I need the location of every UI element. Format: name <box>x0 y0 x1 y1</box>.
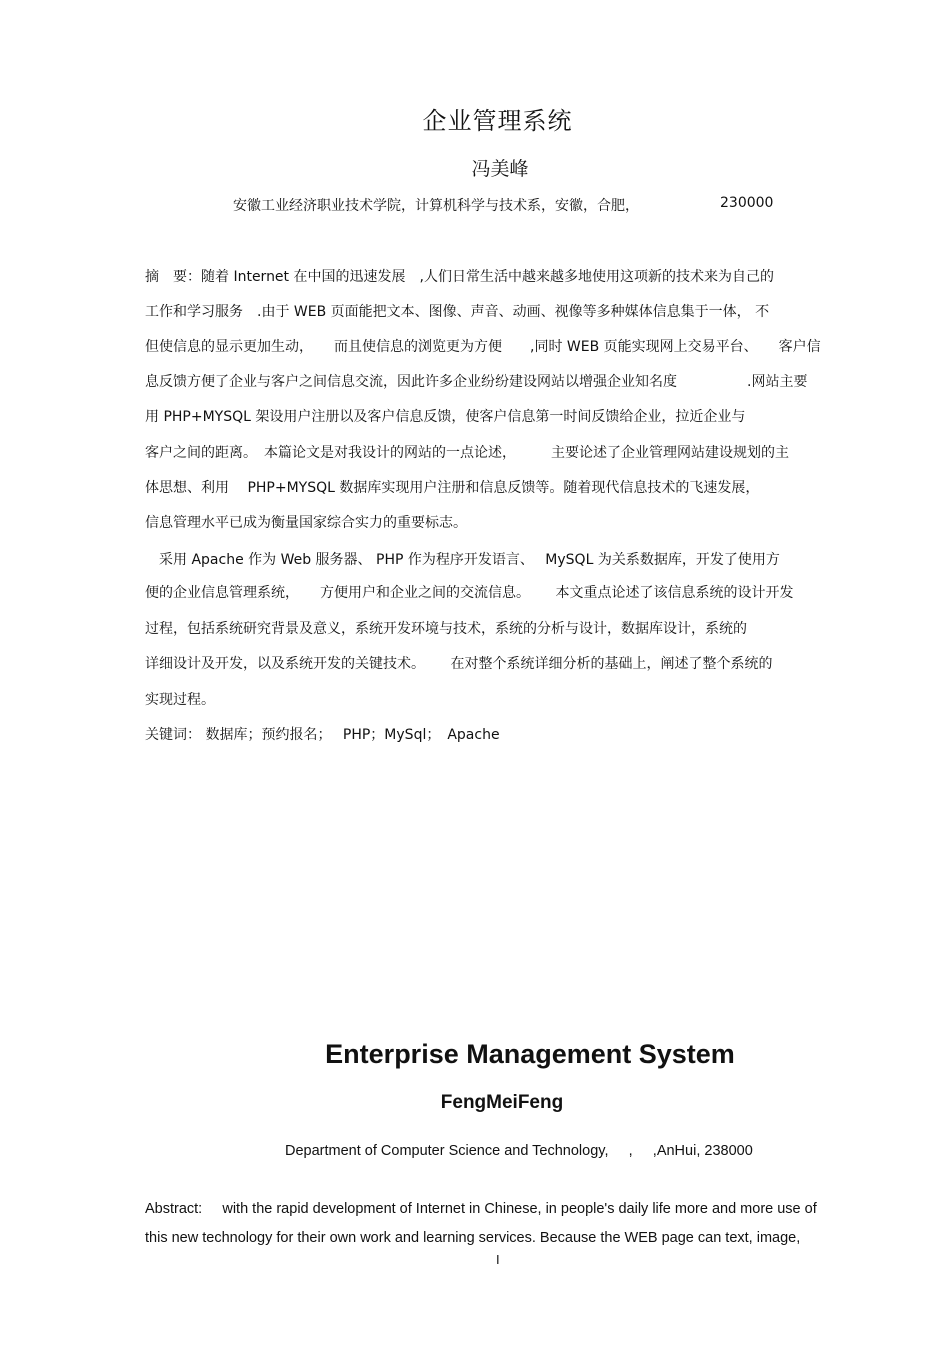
abstract-line: 但使信息的显示更加生动， 而且使信息的浏览更为方便 ,同时 WEB 页能实现网上交易平台、 客户信 <box>145 339 821 355</box>
english-author: FengMeiFeng <box>440 1092 564 1113</box>
abstract-line: 息反馈方便了企业与客户之间信息交流，因此许多企业纷纷建设网站以增强企业知名度 .网站主要 <box>145 374 808 390</box>
chinese-author: 冯美峰 <box>471 158 529 180</box>
abstract-line: 用 PHP+MYSQL 架设用户注册以及客户信息反馈，使客户信息第一时间反馈给企业，拉近企业与 <box>145 409 746 425</box>
english-abstract-line: Abstract: with the rapid development of Internet in Chinese, in people's daily life more and more use of <box>145 1201 817 1217</box>
abstract-line: 体思想、利用 PHP+MYSQL 数据库实现用户注册和信息反馈等。随着现代信息技术的飞速发展， <box>145 480 760 496</box>
abstract-line: 信息管理水平已成为衡量国家综合实力的重要标志。 <box>145 515 467 531</box>
postcode: 230000 <box>720 195 774 211</box>
abstract-line: 便的企业信息管理系统， 方便用户和企业之间的交流信息。 本文重点论述了该信息系统的设计开发 <box>145 585 794 601</box>
abstract-line: 采用 Apache 作为 Web 服务器、 PHP 作为程序开发语言、 MySQL 为关系数据库，开发了使用方 <box>145 552 780 568</box>
abstract-line: 工作和学习服务 .由于 WEB 页面能把文本、图像、声音、动画、视像等多种媒体信息集于一体， 不 <box>145 304 770 320</box>
abstract-line: 客户之间的距离。 本篇论文是对我设计的网站的一点论述， 主要论述了企业管理网站建设规划的主 <box>145 445 789 461</box>
english-abstract-line: this new technology for their own work and learning services. Because the WEB page can text, image, <box>145 1230 801 1246</box>
abstract-line: 实现过程。 <box>145 692 215 708</box>
abstract-line: 过程，包括系统研究背景及意义，系统开发环境与技术，系统的分析与设计，数据库设计，系统的 <box>145 621 747 637</box>
english-title: Enterprise Management System <box>325 1039 735 1069</box>
page-number: I <box>496 1252 500 1267</box>
chinese-affiliation <box>233 195 833 215</box>
abstract-line: 详细设计及开发，以及系统开发的关键技术。 在对整个系统详细分析的基础上，阐述了整个系统的 <box>145 656 773 672</box>
chinese-title: 企业管理系统 <box>422 107 573 135</box>
keywords-line: 关键词： 数据库；预约报名； PHP；MySql； Apache <box>145 727 500 743</box>
affiliation-text: 安徽工业经济职业技术学院，计算机科学与技术系，安徽，合肥， <box>233 198 639 214</box>
english-affiliation: Department of Computer Science and Technology, , ,AnHui, 238000 <box>285 1143 753 1159</box>
abstract-line: 摘 要：随着 Internet 在中国的迅速发展 ,人们日常生活中越来越多地使用这项新的技术来为自己的 <box>145 269 774 285</box>
